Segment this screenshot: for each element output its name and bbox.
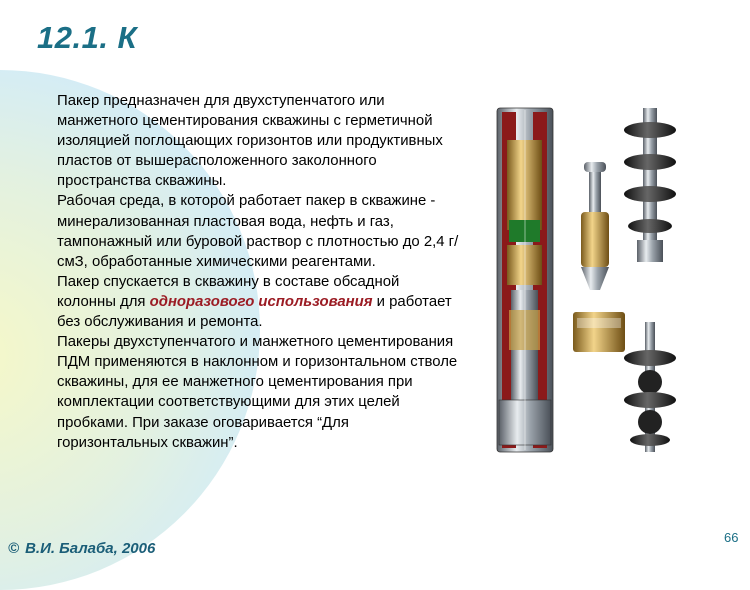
footer-author: В.И. Балаба, 2006 [25, 540, 156, 557]
usage-text-after: и работает без обслуживания и ремонта. [57, 293, 452, 331]
plug-cups-bottom [624, 322, 676, 452]
paragraph-purpose: Пакер предназначен для двухступенчатого или манжетного цементирования скважины с герметичной изоляцией поглощающих горизонтов или продуктивных пластов от вышерасположенного заколонного пространства скважины. [57, 93, 443, 190]
usage-emphasis: одноразового использования [149, 293, 373, 310]
copyright-icon: © [8, 540, 20, 557]
usage-text-before: Пакер спускается в скважину в составе обсадной колонны для [57, 273, 400, 310]
packer-main-body [497, 108, 553, 452]
sleeve-part [573, 312, 625, 352]
paragraph-usage [57, 272, 459, 332]
page-number: 66 [724, 530, 739, 545]
packer-illustration [485, 100, 690, 460]
footer-copyright [8, 540, 155, 557]
paragraph-application: Пакеры двухступенчатого и манжетного цементирования ПДМ применяются в наклонном и горизонтальном стволе скважины, для ее манжетного цементирования при комплектации соответствующими для этих целей пробками. При заказе оговаривается “Для горизонтальных скважин”. [57, 334, 458, 451]
plug-small [581, 162, 609, 290]
plug-cups-top [624, 108, 676, 262]
slide-body-text [57, 91, 459, 453]
packer-illustration-icon [485, 100, 690, 460]
paragraph-working-medium: Рабочая среда, в которой работает пакер в скважине - минерализованная пластовая вода, нефть и газ, тампонажный или буровой раствор с плотностью до 2,4 г/смЗ, обработанные химическими реагентами. [57, 193, 459, 270]
slide-title: 12.1. К [37, 20, 138, 55]
